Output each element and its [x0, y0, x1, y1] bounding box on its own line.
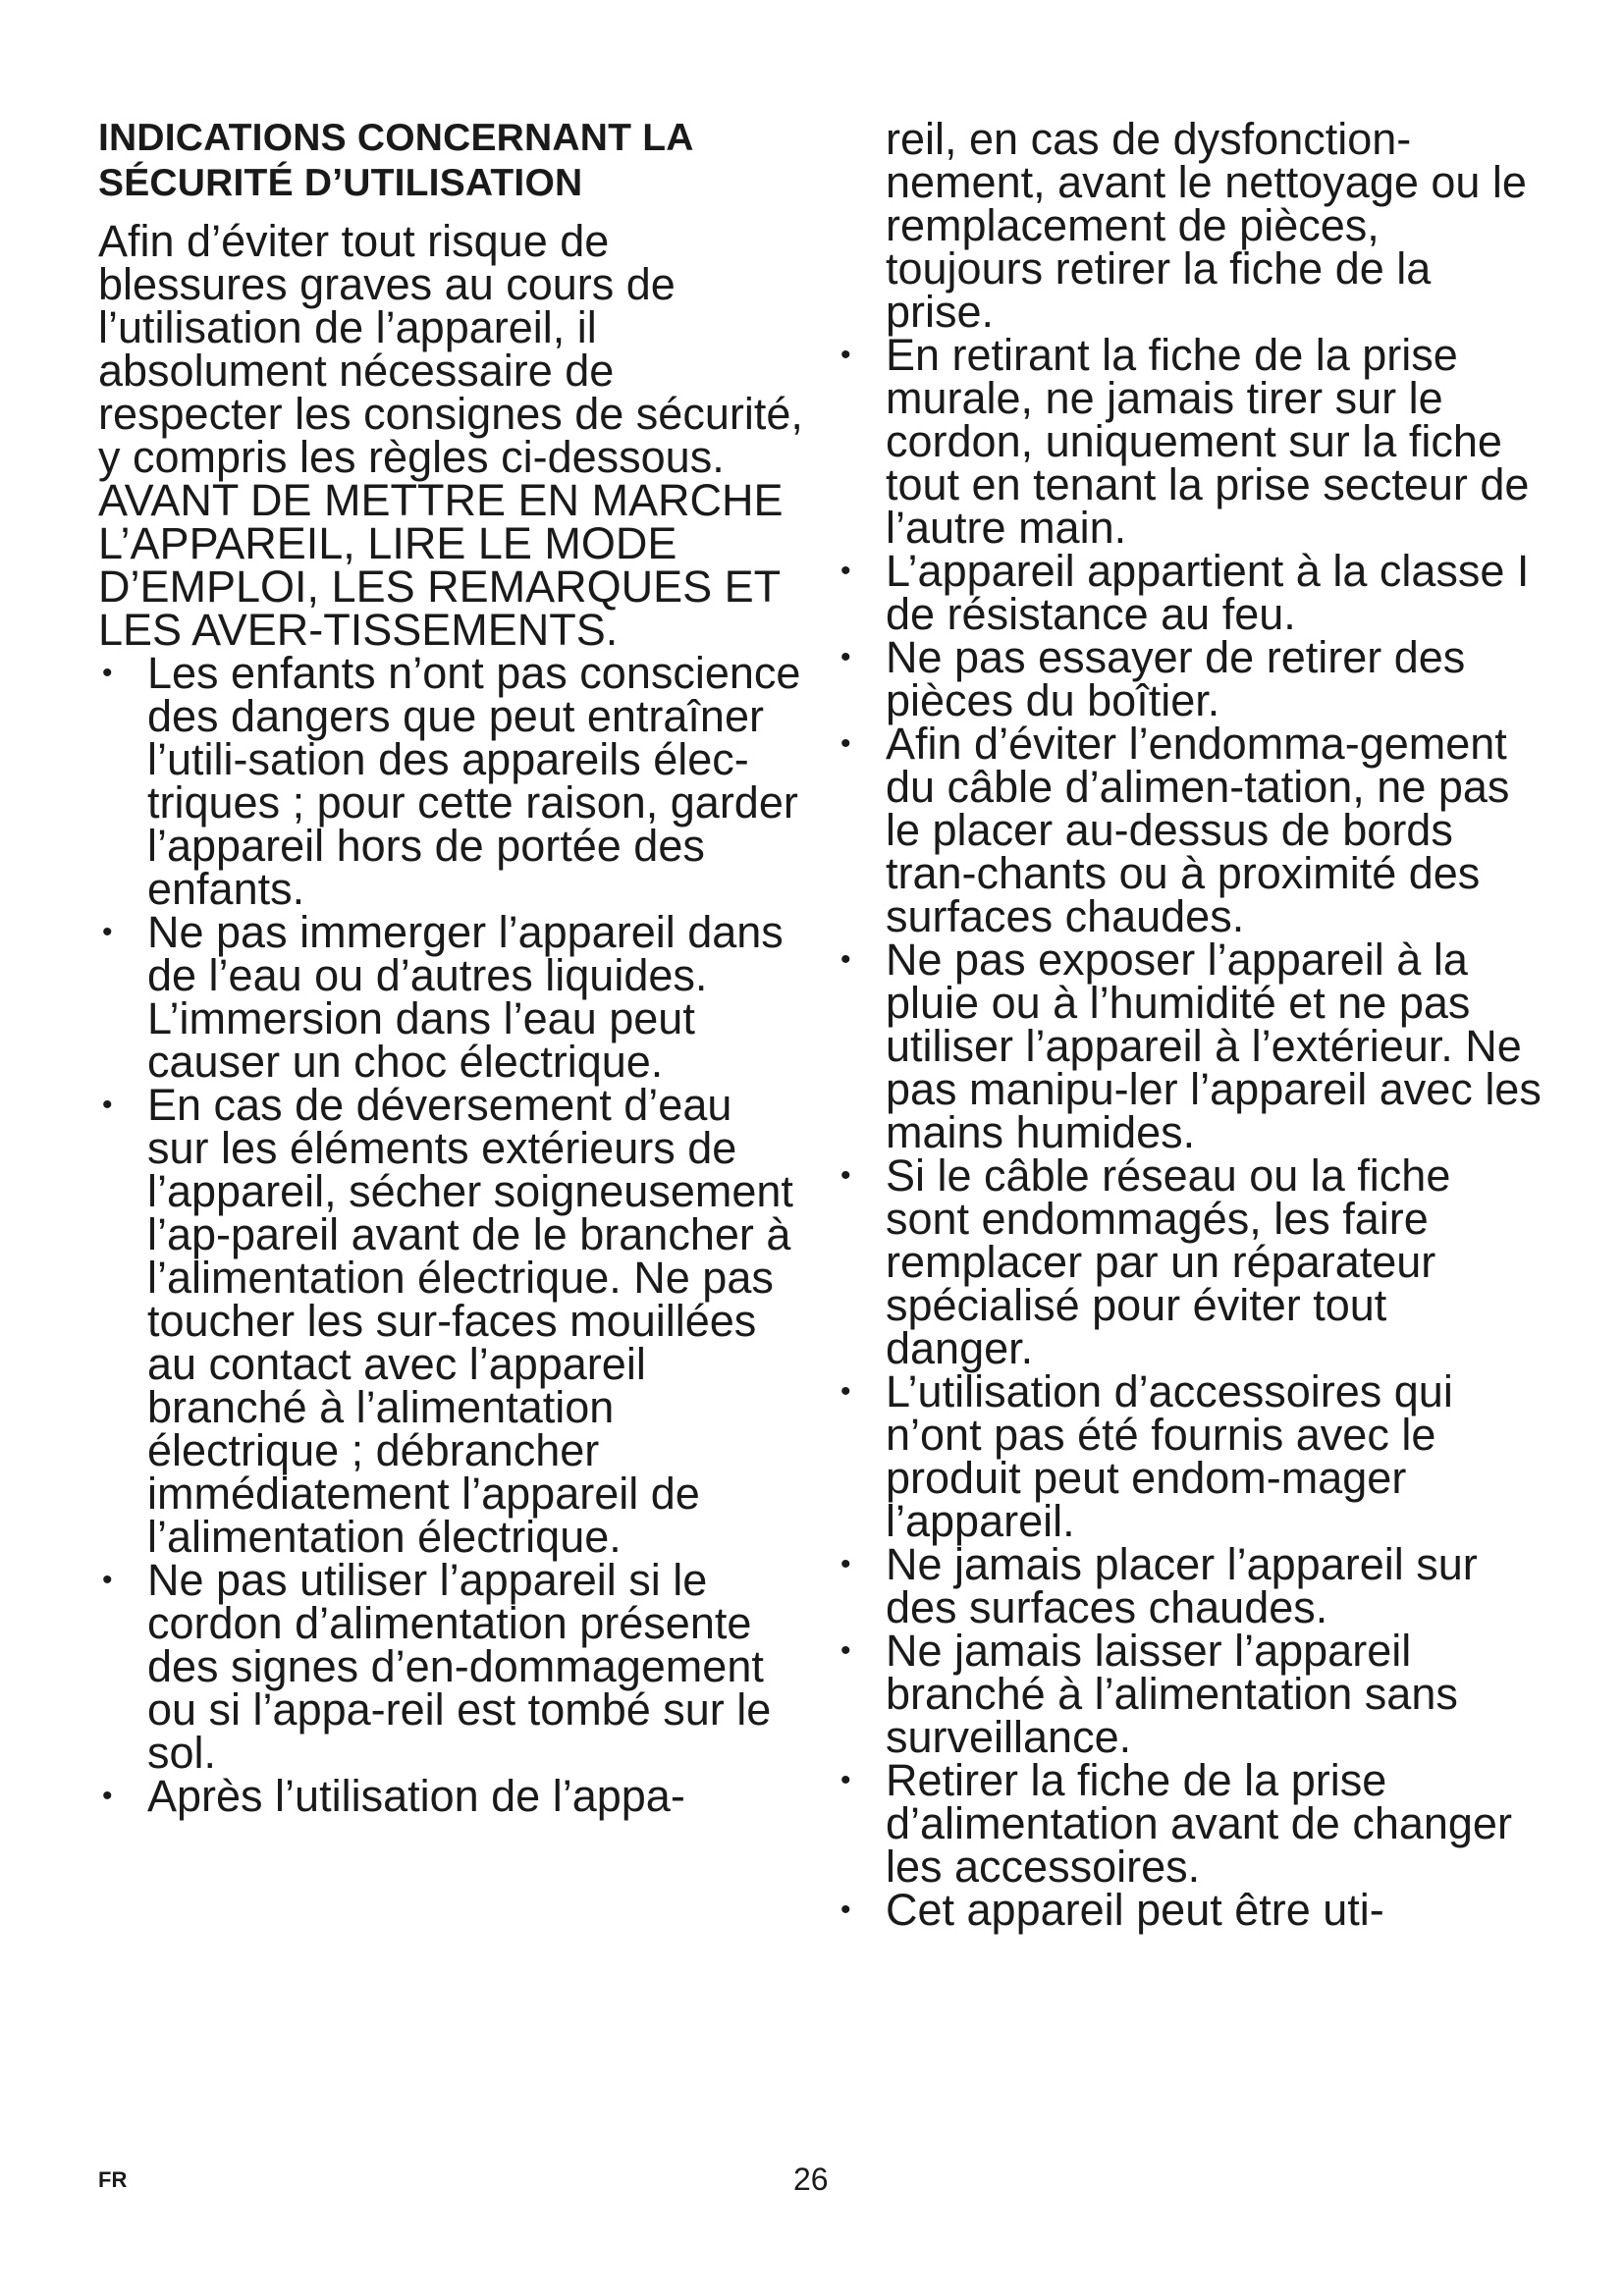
- continued-item: [837, 114, 1543, 337]
- bullet-icon: •: [840, 641, 851, 673]
- list-item: • Ne pas utiliser l’appareil si le cordon d’alimentation présente des signes d’en-dommagement ou si l’appa-reil est tombé sur le sol.: [102, 1555, 772, 1778]
- list-item: • Retirer la fiche de la prise d’alimentation avant de changer les accessoires.: [840, 1755, 1512, 1892]
- list-item: • Ne pas immerger l’appareil dans de l’eau ou d’autres liquides. L’immersion dans l’eau peut causer un choc électrique.: [102, 907, 784, 1087]
- bullet-icon: •: [840, 1548, 851, 1580]
- bullet-icon: •: [102, 916, 113, 948]
- bullet-icon: •: [102, 1780, 113, 1812]
- bullet-icon: •: [840, 555, 851, 587]
- bullet-icon: •: [102, 1089, 113, 1121]
- bullet-icon: •: [840, 727, 851, 760]
- list-item: • L’appareil appartient à la classe I de résistance au feu.: [840, 546, 1530, 639]
- list-item: • Les enfants n’ont pas conscience des dangers que peut entraîner l’utili-sation des appareils élec-triques ; pour cette raison, garder l’appareil hors de portée des enfants.: [102, 648, 801, 914]
- list-item: • Afin d’éviter l’endomma-gement du câble d’alimen-tation, ne pas le placer au-dessus de bords tran-chants ou à proximité des surfaces chaudes.: [840, 719, 1510, 941]
- continued-item-text: reil, en cas de dysfonction-nement, avant le nettoyage ou le remplacement de pièces, toujours retirer la fiche de la prise.: [886, 114, 1527, 337]
- list-item: • L’utilisation d’accessoires qui n’ont pas été fournis avec le produit peut endom-mager l’appareil.: [840, 1366, 1453, 1546]
- intro-paragraph: Afin d’éviter tout risque de blessures graves au cours de l’utilisation de l’appareil, il absolument nécessaire de respecter les consignes de sécurité, y compris les règles ci-dessous.: [98, 216, 803, 482]
- right-column: [837, 114, 1543, 1935]
- list-item: • Si le câble réseau ou la fiche sont endommagés, les faire remplacer par un réparateur spécialisé pour éviter tout danger.: [840, 1150, 1451, 1373]
- list-item: • En cas de déversement d’eau sur les éléments extérieurs de l’appareil, sécher soigneusement l’ap-pareil avant de le brancher à l’alimentation électrique. Ne pas toucher les sur-faces mouillées au contact avec l’appareil branché à l’alimentation électrique ; débrancher immédiatement l’appareil de l’alimentation électrique.: [102, 1080, 793, 1562]
- bullet-icon: •: [840, 1894, 851, 1926]
- list-item: • Ne jamais laisser l’appareil branché à l’alimentation sans surveillance.: [840, 1626, 1458, 1762]
- language-code: FR: [98, 2167, 128, 2192]
- list-item: • Ne jamais placer l’appareil sur des surfaces chaudes.: [840, 1539, 1478, 1632]
- list-item: • Ne pas essayer de retirer des pièces du boîtier.: [840, 632, 1466, 725]
- warning-paragraph: AVANT DE METTRE EN MARCHE L’APPAREIL, LIRE LE MODE D’EMPLOI, LES REMARQUES ET LES AVER-TISSEMENTS.: [98, 475, 784, 655]
- bullet-icon: •: [840, 943, 851, 976]
- safety-list-right: [837, 330, 1543, 1935]
- bullet-icon: •: [840, 1764, 851, 1796]
- page-number: 26: [793, 2162, 829, 2197]
- bullet-icon: •: [840, 1634, 851, 1667]
- bullet-icon: •: [840, 1375, 851, 1408]
- left-column: [98, 116, 805, 1821]
- list-item: • Après l’utilisation de l’appa-: [102, 1771, 685, 1821]
- bullet-icon: •: [102, 657, 113, 689]
- list-item: • En retirant la fiche de la prise murale, ne jamais tirer sur le cordon, uniquement sur la fiche tout en tenant la prise secteur de l’autre main.: [840, 330, 1530, 553]
- safety-list-left: [98, 648, 805, 1821]
- list-item: • Cet appareil peut être uti-: [840, 1885, 1384, 1935]
- section-heading: INDICATIONS CONCERNANT LA SÉCURITÉ D’UTILISATION: [98, 117, 693, 204]
- bullet-icon: •: [840, 339, 851, 371]
- bullet-icon: •: [102, 1564, 113, 1596]
- bullet-icon: •: [840, 1159, 851, 1192]
- list-item: • Ne pas exposer l’appareil à la pluie ou à l’humidité et ne pas utiliser l’appareil à l’extérieur. Ne pas manipu-ler l’appareil avec les mains humides.: [840, 934, 1542, 1157]
